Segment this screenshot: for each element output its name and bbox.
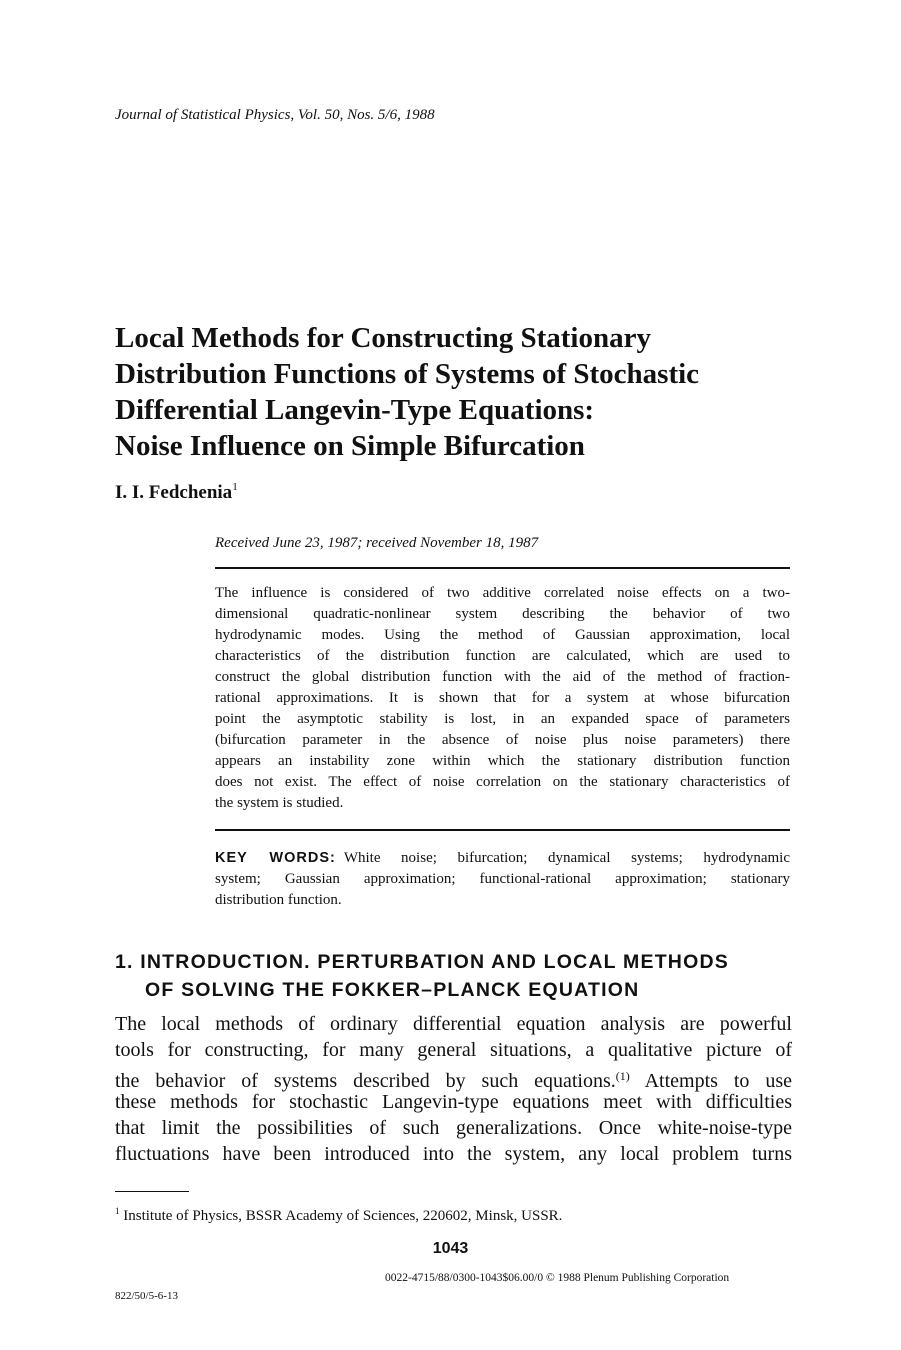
body-line <box>115 1063 792 1092</box>
body-line: fluctuations have been introduced into the system, any local problem turns <box>115 1143 792 1165</box>
abstract <box>215 583 790 814</box>
abstract-top-rule <box>215 567 790 569</box>
journal-citation: Journal of Statistical Physics, Vol. 50, Nos. 5/6, 1988 <box>115 107 435 123</box>
body-text <box>115 1011 792 1167</box>
page-number: 1043 <box>432 1240 469 1257</box>
abstract-bottom-rule <box>215 829 790 831</box>
section-heading <box>115 948 815 1004</box>
keywords-text: White noise; bifurcation; dynamical systems; hydrodynamic <box>343 850 790 866</box>
abstract-line: construct the global distribution function with the aid of the method of fraction- <box>215 669 790 685</box>
print-code: 822/50/5-6-13 <box>115 1290 178 1302</box>
keywords-line <box>215 848 790 869</box>
body-line: The local methods of ordinary differential equation analysis are powerful <box>115 1013 792 1035</box>
footnote-rule <box>115 1191 189 1192</box>
body-line: these methods for stochastic Langevin-type equations meet with difficulties <box>115 1091 792 1113</box>
section-heading-line: 1. INTRODUCTION. PERTURBATION AND LOCAL METHODS <box>115 951 729 973</box>
body-line: tools for constructing, for many general situations, a qualitative picture of <box>115 1039 792 1061</box>
author-footnote-mark: 1 <box>232 481 238 493</box>
title-line: Noise Influence on Simple Bifurcation <box>115 430 585 462</box>
body-line: that limit the possibilities of such generalizations. Once white-noise-type <box>115 1117 792 1139</box>
key-words <box>215 848 790 911</box>
copyright-line: 0022-4715/88/0300-1043$06.00/0 © 1988 Plenum Publishing Corporation <box>385 1272 730 1284</box>
article-title <box>115 320 815 464</box>
abstract-line: characteristics of the distribution function are calculated, which are used to <box>215 648 790 664</box>
abstract-line: appears an instability zone within which the stationary distribution function <box>215 753 790 769</box>
abstract-line: rational approximations. It is shown that for a system at whose bifurcation <box>215 690 790 706</box>
section-heading-line: OF SOLVING THE FOKKER–PLANCK EQUATION <box>145 979 640 1001</box>
author <box>115 481 238 504</box>
keywords-line: distribution function. <box>215 892 342 908</box>
abstract-line: point the asymptotic stability is lost, in an expanded space of parameters <box>215 711 790 727</box>
citation-mark: (1) <box>615 1069 630 1083</box>
body-line-part: the behavior of systems described by such equations. <box>115 1070 616 1092</box>
footnote-text: Institute of Physics, BSSR Academy of Sciences, 220602, Minsk, USSR. <box>123 1208 563 1224</box>
abstract-line: does not exist. The effect of noise correlation on the stationary characteristics of <box>215 774 790 790</box>
abstract-line: (bifurcation parameter in the absence of noise plus noise parameters) there <box>215 732 790 748</box>
received-dates: Received June 23, 1987; received November 18, 1987 <box>215 535 539 551</box>
author-name: I. I. Fedchenia <box>115 482 233 503</box>
title-line: Differential Langevin-Type Equations: <box>115 394 595 426</box>
abstract-line: dimensional quadratic-nonlinear system describing the behavior of two <box>215 606 790 622</box>
body-line-part: Attempts to use <box>629 1070 792 1092</box>
footnote <box>115 1206 562 1225</box>
footnote-mark: 1 <box>115 1206 120 1216</box>
title-line: Local Methods for Constructing Stationary <box>115 322 651 354</box>
keywords-label: KEY WORDS: <box>215 850 336 866</box>
title-line: Distribution Functions of Systems of Stochastic <box>115 358 700 390</box>
abstract-line: The influence is considered of two additive correlated noise effects on a two- <box>215 585 790 601</box>
abstract-line: the system is studied. <box>215 795 344 811</box>
abstract-line: hydrodynamic modes. Using the method of Gaussian approximation, local <box>215 627 790 643</box>
keywords-line: system; Gaussian approximation; functional-rational approximation; stationary <box>215 871 790 887</box>
